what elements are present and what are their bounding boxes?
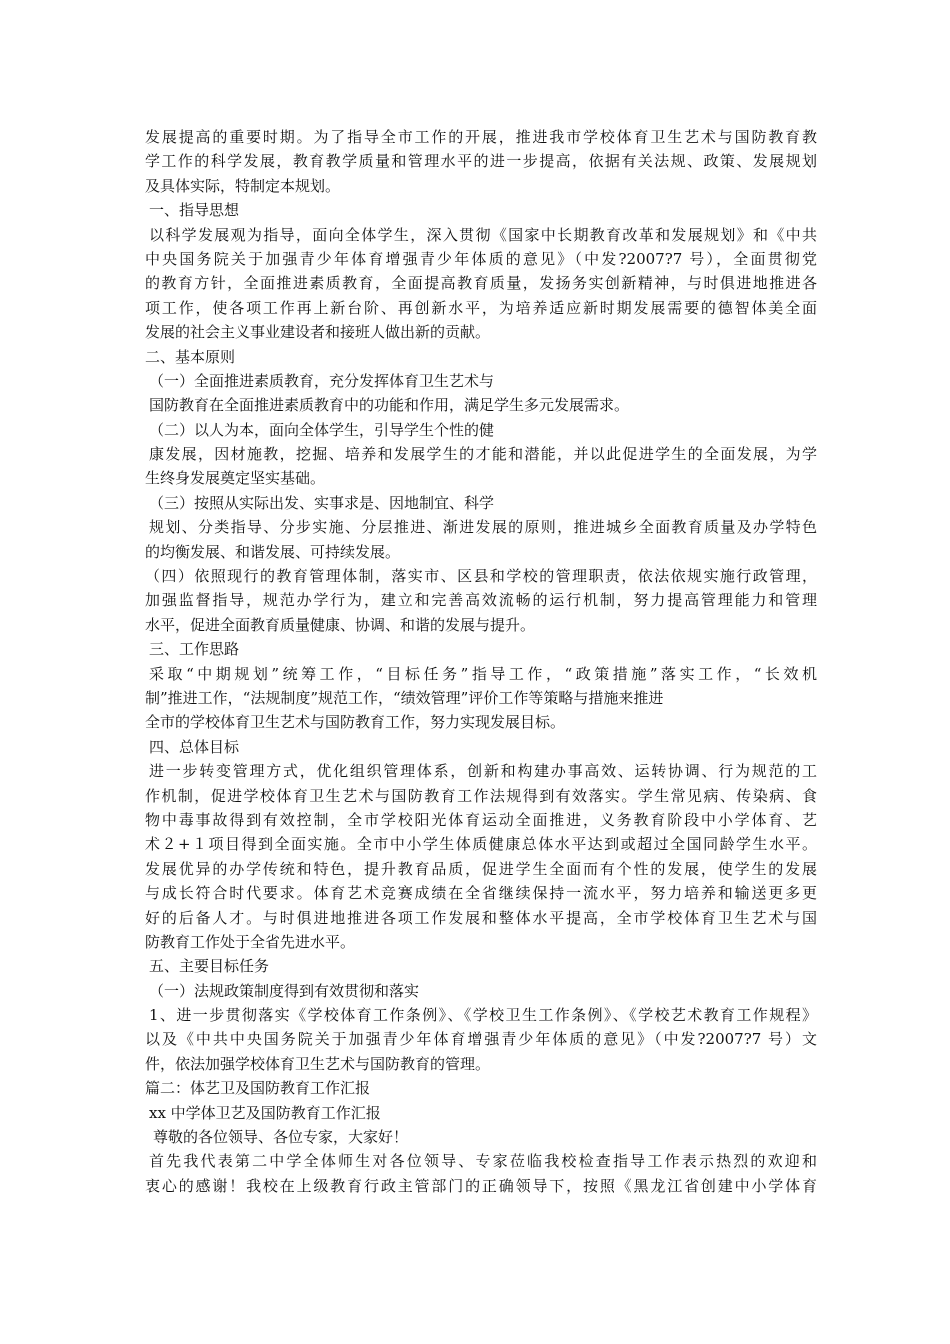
paragraph-line: 中央国务院关于加强青少年体育增强青少年体质的意见》（中发?2007?7 号），全面贯彻党 [145,249,817,268]
paragraph-line: 的均衡发展、和谐发展、可持续发展。 [145,542,401,561]
paragraph-line: 发展优异的办学传统和特色，提升教育品质，促进学生全面而有个性的发展，使学生的发展 [145,859,817,878]
section-heading: 二、基本原则 [145,347,236,366]
section-heading: 三、工作思路 [149,640,240,659]
paragraph-line: 衷心的感谢！我校在上级教育行政主管部门的正确领导下，按照《黑龙江省创建中小学体育 [145,1176,817,1195]
paragraph-line: 作机制，促进学校体育卫生艺术与国防教育工作法规得到有效落实。学生常见病、传染病、食 [145,786,817,805]
paragraph-line: 国防教育在全面推进素质教育中的功能和作用，满足学生多元发展需求。 [149,396,630,415]
paragraph-line: （四）依照现行的教育管理体制，落实市、区县和学校的管理职责，依法依规实施行政管理， [145,567,817,586]
paragraph-line: 防教育工作处于全省先进水平。 [145,932,356,951]
paragraph-line: 发展的社会主义事业建设者和接班人做出新的贡献。 [145,323,491,342]
article-subtitle: xx 中学体卫艺及国防教育工作汇报 [149,1103,381,1122]
paragraph-line: 项工作，使各项工作再上新台阶、再创新水平，为培养适应新时期发展需要的德智体美全面 [145,298,817,317]
paragraph-line: 以科学发展观为指导，面向全体学生，深入贯彻《国家中长期教育改革和发展规划》和《中共 [149,225,817,244]
subsection-heading: （一）全面推进素质教育，充分发挥体育卫生艺术与 [149,371,495,390]
paragraph-line: 全市的学校体育卫生艺术与国防教育工作，努力实现发展目标。 [145,713,566,732]
paragraph-line: 及具体实际，特制定本规划。 [145,176,341,195]
paragraph-line: 康发展，因材施教，挖掘、培养和发展学生的才能和潜能，并以此促进学生的全面发展，为学 [149,445,817,464]
section-heading: 四、总体目标 [149,737,240,756]
article-title: 篇二：体艺卫及国防教育工作汇报 [145,1079,371,1098]
section-heading: 一、指导思想 [149,201,240,220]
paragraph-line: 生终身发展奠定坚实基础。 [145,469,326,488]
paragraph-line: 发展提高的重要时期。为了指导全市工作的开展，推进我市学校体育卫生艺术与国防教育教 [145,128,817,146]
paragraph-line: 好的后备人才。与时俱进地推进各项工作发展和整体水平提高，全市学校体育卫生艺术与国 [145,908,817,927]
paragraph-line: 术２+１项目得到全面实施。全市中小学生体质健康总体水平达到或超过全国同龄学生水平。 [145,835,817,854]
document-body [145,125,817,1198]
paragraph-line: 以及《中共中央国务院关于加强青少年体育增强青少年体质的意见》（中发?2007?7 号）文 [145,1030,817,1049]
paragraph-line: 1、进一步贯彻落实《学校体育工作条例》、《学校卫生工作条例》、《学校艺术教育工作规程》 [149,1006,817,1025]
paragraph-line: 规划、分类指导、分步实施、分层推进、渐进发展的原则，推进城乡全面教育质量及办学特色 [149,518,817,537]
paragraph-line: 采取“中期规划”统筹工作，“目标任务”指导工作，“政策措施”落实工作，“长效机 [149,664,817,683]
subsection-heading: （二）以人为本，面向全体学生，引导学生个性的健 [149,420,495,439]
paragraph-line: 物中毒事故得到有效控制，全市学校阳光体育运动全面推进，义务教育阶段中小学体育、艺 [145,810,817,829]
paragraph-line: 与成长符合时代要求。体育艺术竞赛成绩在全省继续保持一流水平，努力培养和输送更多更 [145,884,817,903]
paragraph-line: 加强监督指导，规范办学行为，建立和完善高效流畅的运行机制，努力提高管理能力和管理 [145,591,817,610]
paragraph-line: 学工作的科学发展，教育教学质量和管理水平的进一步提高，依据有关法规、政策、发展规划 [145,152,817,171]
paragraph-line: 进一步转变管理方式，优化组织管理体系，创新和构建办事高效、运转协调、行为规范的工 [149,762,817,781]
paragraph-line: 的教育方针，全面推进素质教育，全面提高教育质量，发扬务实创新精神，与时俱进地推进各 [145,274,817,293]
subsection-heading: （一）法规政策制度得到有效贯彻和落实 [149,981,420,1000]
paragraph-line: 首先我代表第二中学全体师生对各位领导、专家莅临我校检查指导工作表示热烈的欢迎和 [149,1152,817,1171]
paragraph-line: 水平，促进全面教育质量健康、协调、和谐的发展与提升。 [145,615,536,634]
paragraph-line: 件，依法加强学校体育卫生艺术与国防教育的管理。 [145,1054,491,1073]
salutation: 尊敬的各位领导、各位专家，大家好！ [153,1128,409,1147]
paragraph-line: 制”推进工作，“法规制度”规范工作，“绩效管理”评价工作等策略与措施来推进 [145,688,664,707]
section-heading: 五、主要目标任务 [149,957,270,976]
subsection-heading: （三）按照从实际出发、实事求是、因地制宜、科学 [149,493,495,512]
